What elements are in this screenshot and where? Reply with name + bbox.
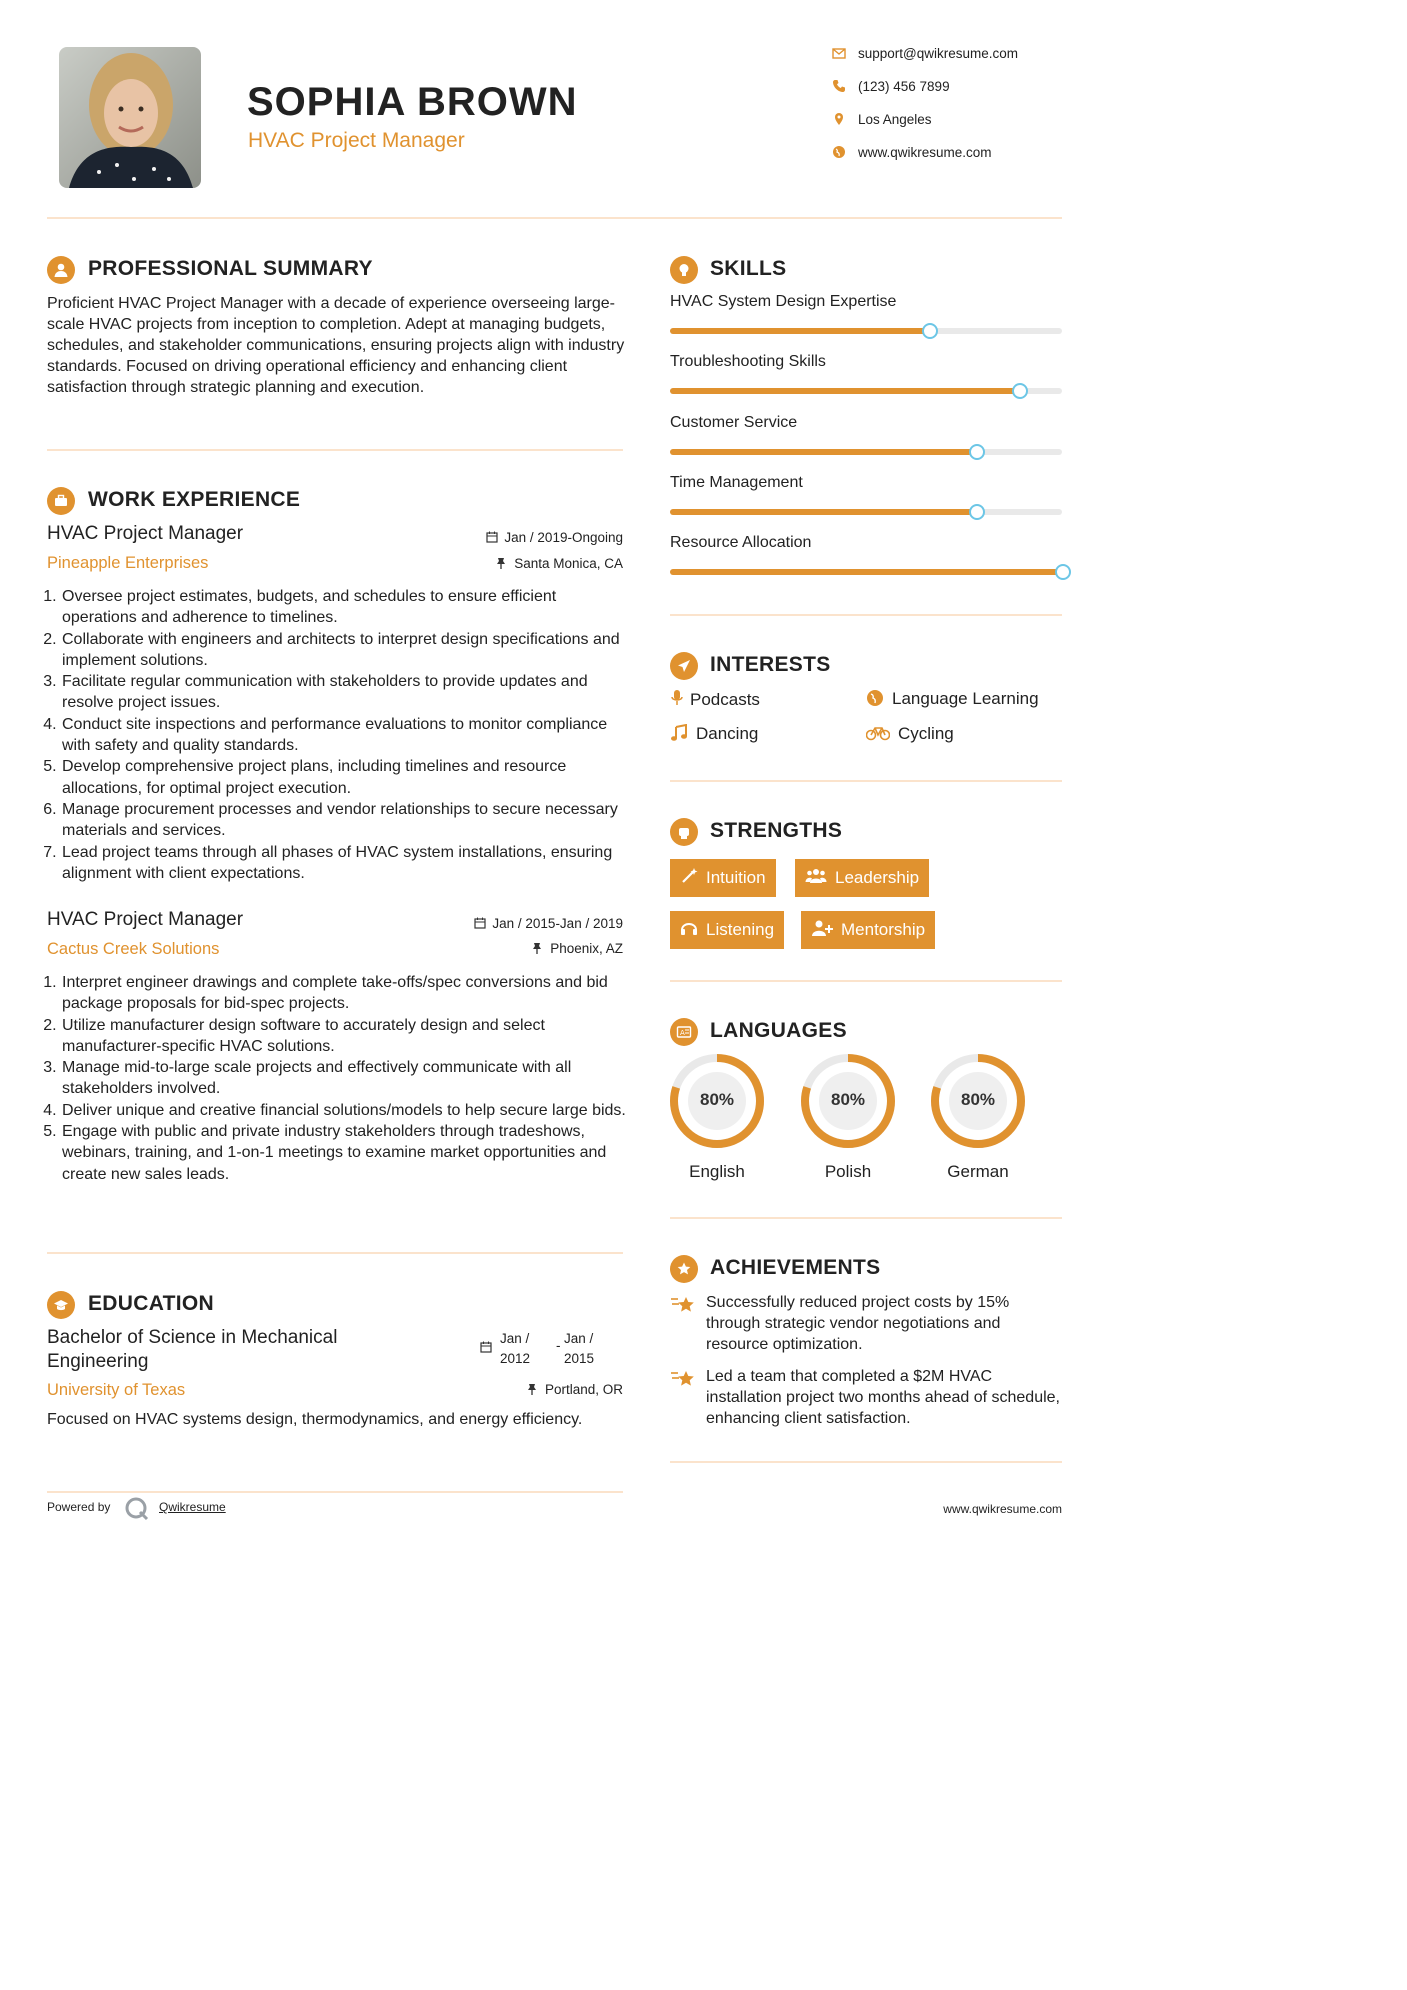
shooting-star-icon [670, 1369, 696, 1396]
skill-level-fill [670, 509, 976, 515]
contact-email[interactable]: support@qwikresume.com [832, 46, 1072, 61]
job-title: HVAC Project Manager [47, 909, 244, 930]
interests-divider [670, 780, 1062, 782]
achievement-item: Successfully reduced project costs by 15% through strategic vendor negotiations and resource optimization. [706, 1294, 1010, 1353]
experience-divider [47, 1252, 623, 1254]
strengths-divider [670, 980, 1062, 982]
magic-wand-icon [680, 867, 706, 890]
skill-level-bar [670, 509, 1062, 515]
experience-heading: WORK EXPERIENCE [88, 488, 301, 511]
star-badge-icon [670, 1255, 698, 1283]
achievements-divider [670, 1461, 1062, 1463]
skills-heading: SKILLS [710, 257, 787, 280]
date-separator: - [556, 1338, 561, 1353]
company-name: Cactus Creek Solutions [47, 940, 220, 958]
language-label: English [689, 1162, 745, 1181]
music-note-icon [670, 724, 696, 743]
list-item: 2. Utilize manufacturer design software to accurately design and select manufacturer-specific HVAC solutions. [61, 1015, 627, 1058]
strength-chip-intuition: Intuition [670, 859, 776, 897]
skill-level-knob [969, 444, 985, 460]
strength-chip-listening: Listening [670, 911, 784, 949]
skill-level-bar [670, 569, 1062, 575]
degree-title: Bachelor of Science in Mechanical Engineering [47, 1327, 338, 1372]
company-name: Pineapple Enterprises [47, 554, 209, 572]
list-item: 7. Lead project teams through all phases of HVAC system installations, ensuring alignment with client expectations. [61, 842, 627, 885]
skill-level-fill [670, 449, 976, 455]
achievement-item: Led a team that completed a $2M HVAC installation project two months ahead of schedule, enhancing client satisfaction. [706, 1368, 1060, 1427]
skill-level-knob [922, 323, 938, 339]
job-dates: Jan / 2015-Jan / 2019 [474, 916, 623, 931]
contact-phone[interactable]: (123) 456 7899 [832, 79, 1072, 94]
globe-icon [866, 689, 892, 708]
svg-text:A: A [680, 1029, 685, 1037]
strength-chip-leadership: Leadership [795, 859, 929, 897]
calendar-icon [474, 916, 492, 931]
language-percent: 80% [830, 1090, 866, 1109]
education-location: Portland, OR [527, 1382, 623, 1397]
contact-website[interactable]: www.qwikresume.com [832, 145, 1072, 160]
phone-icon [832, 79, 846, 93]
job-responsibilities [47, 972, 627, 1185]
headphones-icon [680, 919, 706, 942]
job-location: Santa Monica, CA [496, 556, 623, 571]
calendar-icon [486, 530, 504, 545]
list-item: 3. Manage mid-to-large scale projects and effectively communicate with all stakeholders involved. [61, 1057, 627, 1100]
list-item: 1. Interpret engineer drawings and complete take-offs/spec conversions and bid package proposals for bid-spec projects. [61, 972, 627, 1015]
contact-location: Los Angeles [832, 112, 1072, 127]
list-item: 2. Collaborate with engineers and architects to interpret design specifications and implement solutions. [61, 629, 627, 672]
list-item: 4. Conduct site inspections and performance evaluations to monitor compliance with safety and quality standards. [61, 714, 627, 757]
list-item: 3. Facilitate regular communication with stakeholders to provide updates and resolve project issues. [61, 671, 627, 714]
candidate-name: SOPHIA BROWN [247, 80, 578, 124]
strength-chip-mentorship: Mentorship [801, 911, 935, 949]
skills-divider [670, 614, 1062, 616]
list-item: 1. Oversee project estimates, budgets, and schedules to ensure efficient operations and adherence to timelines. [61, 586, 627, 629]
candidate-title: HVAC Project Manager [248, 129, 465, 152]
summary-text: Proficient HVAC Project Manager with a decade of experience overseeing large-scale HVAC projects from inception to completion. Adept at managing budgets, schedules, and stakeholder communications, ensuring projects align with industry standards. Focused on driving operational efficiency and enhancing client satisfaction through strategic planning and execution. [47, 295, 625, 396]
job-location: Phoenix, AZ [532, 941, 623, 956]
languages-heading: LANGUAGES [710, 1019, 847, 1042]
qwikresume-logo-icon [124, 1496, 150, 1527]
briefcase-icon [47, 487, 75, 515]
skill-level-knob [1055, 564, 1071, 580]
footer-website-link[interactable]: www.qwikresume.com [943, 1502, 1062, 1516]
skill-label: Customer Service [670, 413, 798, 431]
job-dates: Jan / 2019-Ongoing [486, 530, 623, 545]
graduation-cap-icon [47, 1291, 75, 1319]
skill-label: Troubleshooting Skills [670, 353, 826, 371]
list-item: 5. Engage with public and private industry stakeholders through tradeshows, webinars, training, and 1-on-1 meetings to examine market opportunities and create new sales leads. [61, 1121, 627, 1185]
calendar-icon [480, 1340, 492, 1358]
user-icon [47, 256, 75, 284]
education-description: Focused on HVAC systems design, thermodynamics, and energy efficiency. [47, 1411, 583, 1428]
translate-icon [670, 1018, 698, 1046]
list-item: 5. Develop comprehensive project plans, including timelines and resource allocations, for optimal project execution. [61, 756, 627, 799]
skill-label: HVAC System Design Expertise [670, 293, 897, 310]
education-divider [47, 1491, 623, 1493]
map-pin-icon [832, 112, 846, 126]
header-divider [47, 217, 1062, 219]
interest-item: Podcasts [670, 689, 760, 710]
skill-level-knob [969, 504, 985, 520]
skill-level-bar [670, 328, 1062, 334]
strengths-heading: STRENGTHS [710, 819, 843, 842]
pushpin-icon [532, 941, 550, 956]
powered-by-label: Powered by [47, 1500, 111, 1514]
user-plus-icon [811, 919, 841, 942]
skill-label: Time Management [670, 473, 803, 491]
skill-label: Resource Allocation [670, 534, 812, 552]
skill-level-knob [1012, 383, 1028, 399]
profile-photo [59, 47, 201, 188]
list-item: 4. Deliver unique and creative financial solutions/models to help secure large bids. [61, 1100, 627, 1121]
achievements-heading: ACHIEVEMENTS [710, 1256, 881, 1279]
lightbulb-icon [670, 256, 698, 284]
globe-icon [832, 145, 846, 159]
skill-level-fill [670, 328, 929, 334]
skill-level-fill [670, 388, 1019, 394]
job-responsibilities [47, 586, 627, 884]
languages-divider [670, 1217, 1062, 1219]
microphone-icon [670, 690, 690, 709]
education-end-date: Jan / 2015 [564, 1331, 595, 1366]
language-label: German [947, 1162, 1009, 1181]
language-label: Polish [824, 1162, 872, 1181]
qwikresume-link[interactable]: Qwikresume [159, 1500, 226, 1514]
users-icon [805, 867, 835, 890]
pushpin-icon [496, 556, 514, 571]
pushpin-icon [527, 1382, 545, 1397]
interest-item: Language Learning [866, 689, 1039, 709]
summary-divider [47, 449, 623, 451]
raised-fist-icon [670, 818, 698, 846]
language-percent: 80% [699, 1090, 735, 1109]
interest-item: Dancing [670, 724, 758, 744]
school-name: University of Texas [47, 1381, 186, 1399]
skill-level-bar [670, 449, 1062, 455]
skill-level-fill [670, 569, 1062, 575]
list-item: 6. Manage procurement processes and vendor relationships to secure necessary materials and services. [61, 799, 627, 842]
job-title: HVAC Project Manager [47, 523, 244, 544]
skill-level-bar [670, 388, 1062, 394]
interests-heading: INTERESTS [710, 653, 831, 676]
language-percent: 80% [960, 1090, 996, 1109]
education-start-date: Jan / 2012 [500, 1331, 531, 1366]
shooting-star-icon [670, 1295, 696, 1322]
education-heading: EDUCATION [88, 1292, 214, 1315]
paper-plane-icon [670, 652, 698, 680]
bicycle-icon [866, 724, 898, 743]
envelope-icon [832, 46, 846, 60]
summary-heading: PROFESSIONAL SUMMARY [88, 257, 373, 280]
interest-item: Cycling [866, 724, 954, 744]
